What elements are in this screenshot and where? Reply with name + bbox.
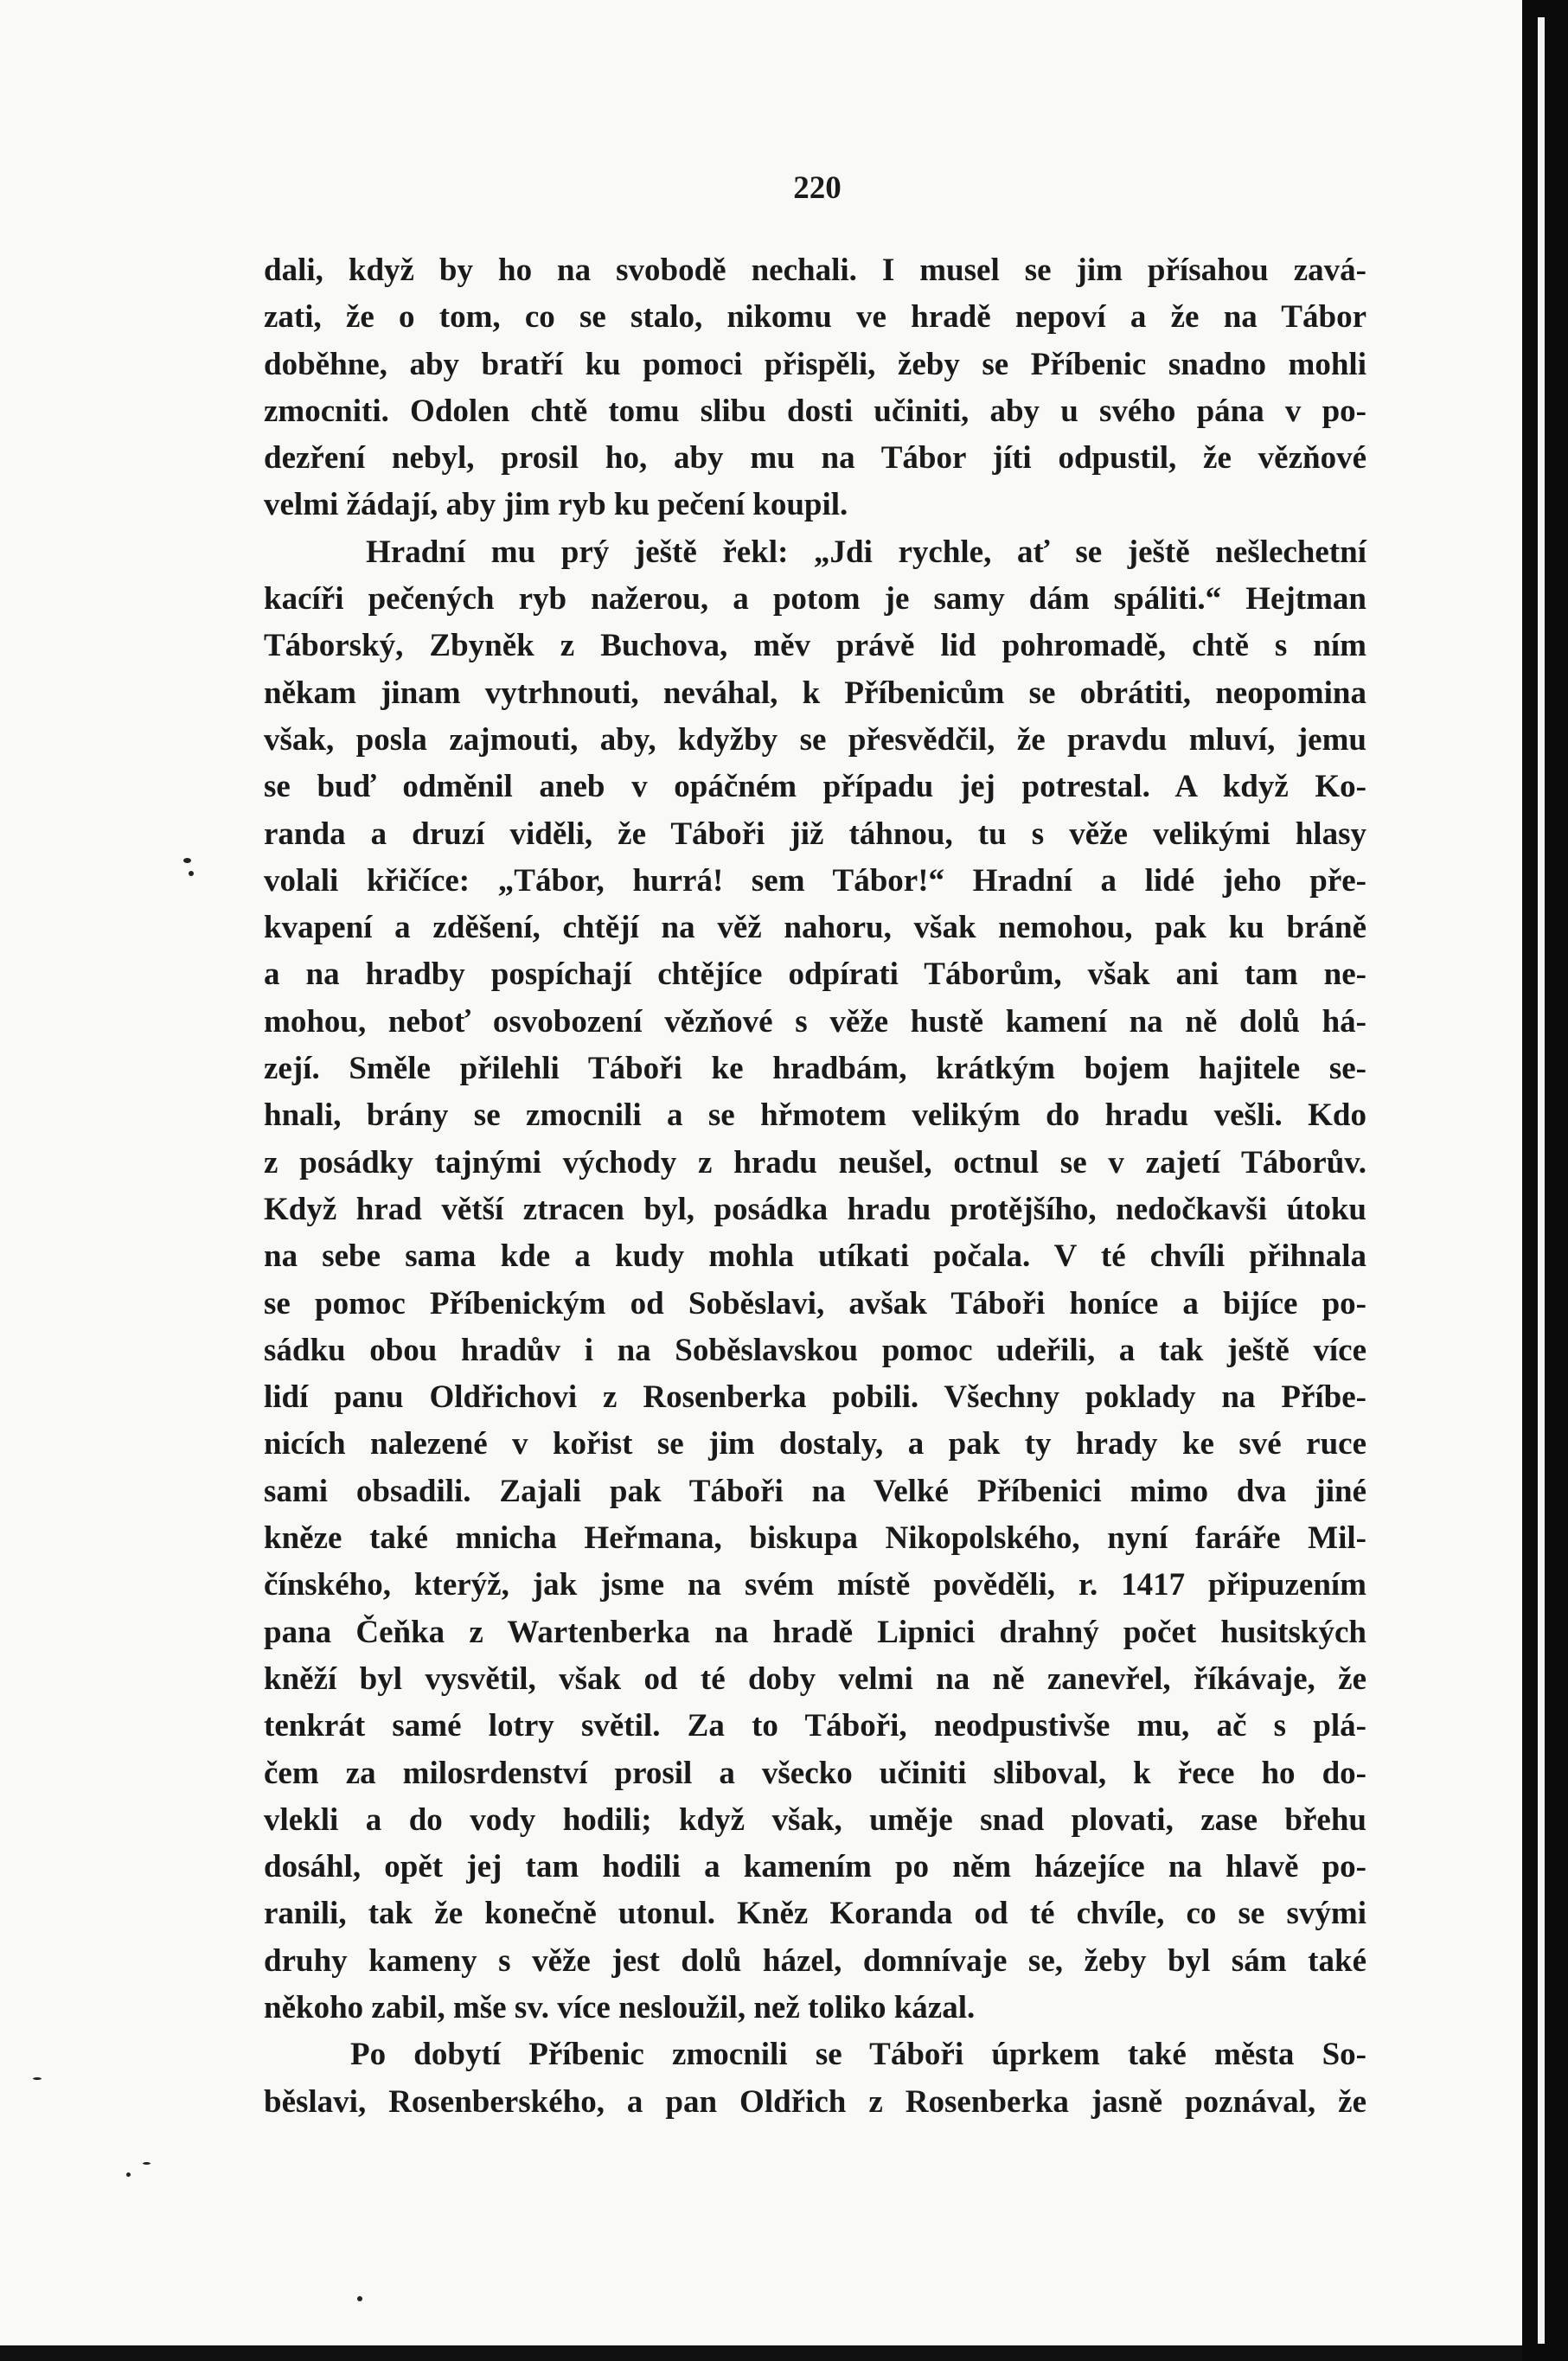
scan-border-strip: [1538, 17, 1545, 2344]
text-line: tenkrát samé lotry světil. Za to Táboři, neodpustivše mu, ač s plá-: [264, 1708, 1366, 1744]
text-line: někoho zabil, mše sv. více nesloužil, než toliko kázal.: [264, 1989, 976, 2025]
text-line: se buď odměnil aneb v opáčném případu jej potrestal. A když Ko-: [264, 769, 1366, 805]
text-line: kněze také mnicha Heřmana, biskupa Nikopolského, nyní faráře Mil-: [264, 1520, 1366, 1557]
scan-border-bottom: [0, 2345, 1522, 2361]
scan-speck: [143, 2162, 150, 2165]
text-line: běslavi, Rosenberského, a pan Oldřich z Rosenberka jasně poznával, že: [264, 2083, 1366, 2120]
scan-border-right: [1522, 0, 1568, 2361]
text-line: sádku obou hradův i na Soběslavskou pomoc udeřili, a tak ještě více: [264, 1332, 1366, 1368]
text-line: doběhne, aby bratří ku pomoci přispěli, žeby se Příbenic snadno mohli: [264, 346, 1366, 382]
text-line: někam jinam vytrhnouti, neváhal, k Příbenicům se obrátiti, neopomina: [264, 675, 1366, 711]
scan-speck: [357, 2296, 362, 2301]
text-line: kvapení a zděšení, chtějí na věž nahoru, však nemohou, pak ku bráně: [264, 910, 1366, 946]
text-line: Po dobytí Příbenic zmocnili se Táboři úprkem také města So-: [350, 2037, 1366, 2073]
text-line: mohou, neboť osvobození vězňové s věže hustě kamení na ně dolů há-: [264, 1003, 1366, 1040]
text-line: hnali, brány se zmocnili a se hřmotem velikým do hradu vešli. Kdo: [264, 1097, 1366, 1134]
text-line: dosáhl, opět jej tam hodili a kamením po něm házejíce na hlavě po-: [264, 1849, 1366, 1885]
text-line: kacíři pečených ryb nažerou, a potom je samy dám spáliti.“ Hejtman: [264, 581, 1366, 617]
text-line: velmi žádají, aby jim ryb ku pečení koupil.: [264, 487, 848, 523]
text-line: volali křičíce: „Tábor, hurrá! sem Tábor!“ Hradní a lidé jeho pře-: [264, 862, 1366, 899]
text-line: zmocniti. Odolen chtě tomu slibu dosti učiniti, aby u svého pána v po-: [264, 393, 1366, 429]
text-line: Hradní mu prý ještě řekl: „Jdi rychle, ať se ještě nešlechetní: [366, 534, 1366, 570]
text-line: dezření nebyl, prosil ho, aby mu na Tábor jíti odpustil, že vězňové: [264, 440, 1366, 477]
body-text: [264, 247, 1366, 2126]
text-line: Když hrad větší ztracen byl, posádka hradu protějšího, nedočkavši útoku: [264, 1191, 1366, 1227]
scan-speck: [183, 858, 191, 863]
text-line: kněží byl vysvětil, však od té doby velmi na ně zanevřel, říkávaje, že: [264, 1660, 1366, 1697]
text-line: čem za milosrdenství prosil a všecko učiniti sliboval, k řece ho do-: [264, 1755, 1366, 1791]
text-line: zati, že o tom, co se stalo, nikomu ve hradě nepoví a že na Tábor: [264, 299, 1366, 336]
text-line: z posádky tajnými východy z hradu neušel, octnul se v zajetí Táborův.: [264, 1144, 1366, 1180]
text-line: vlekli a do vody hodili; když však, uměje snad plovati, zase břehu: [264, 1801, 1366, 1838]
text-line: randa a druzí viděli, že Táboři již táhnou, tu s věže velikými hlasy: [264, 816, 1366, 852]
text-line: sami obsadili. Zajali pak Táboři na Velké Příbenici mimo dva jiné: [264, 1473, 1366, 1509]
text-line: zejí. Směle přilehli Táboři ke hradbám, krátkým bojem hajitele se-: [264, 1051, 1366, 1087]
scan-speck: [33, 2077, 42, 2080]
text-line: druhy kameny s věže jest dolů házel, domnívaje se, žeby byl sám také: [264, 1942, 1366, 1979]
text-line: čínského, kterýž, jak jsme na svém místě pověděli, r. 1417 připuzením: [264, 1567, 1366, 1603]
text-line: pana Čeňka z Wartenberka na hradě Lipnici drahný počet husitských: [264, 1614, 1366, 1650]
text-line: na sebe sama kde a kudy mohla utíkati počala. V té chvíli přihnala: [264, 1238, 1366, 1275]
text-line: a na hradby pospíchají chtějíce odpírati Táborům, však ani tam ne-: [264, 957, 1366, 993]
text-line: dali, když by ho na svobodě nechali. I musel se jim přísahou zavá-: [264, 253, 1366, 288]
text-line: ranili, tak že konečně utonul. Kněz Koranda od té chvíle, co se svými: [264, 1896, 1366, 1932]
text-line: však, posla zajmouti, aby, kdyžby se přesvědčil, že pravdu mluví, jemu: [264, 721, 1366, 758]
text-line: se pomoc Příbenickým od Soběslavi, avšak Táboři honíce a bijíce po-: [264, 1285, 1366, 1321]
text-line: lidí panu Oldřichovi z Rosenberka pobili. Všechny poklady na Příbe-: [264, 1379, 1366, 1416]
scan-speck: [189, 871, 194, 876]
page-number: 220: [793, 170, 842, 206]
text-line: nicích nalezené v kořist se jim dostaly, a pak ty hrady ke své ruce: [264, 1426, 1366, 1462]
text-line: Táborský, Zbyněk z Buchova, měv právě lid pohromadě, chtě s ním: [264, 628, 1366, 664]
scan-speck: [126, 2172, 131, 2177]
